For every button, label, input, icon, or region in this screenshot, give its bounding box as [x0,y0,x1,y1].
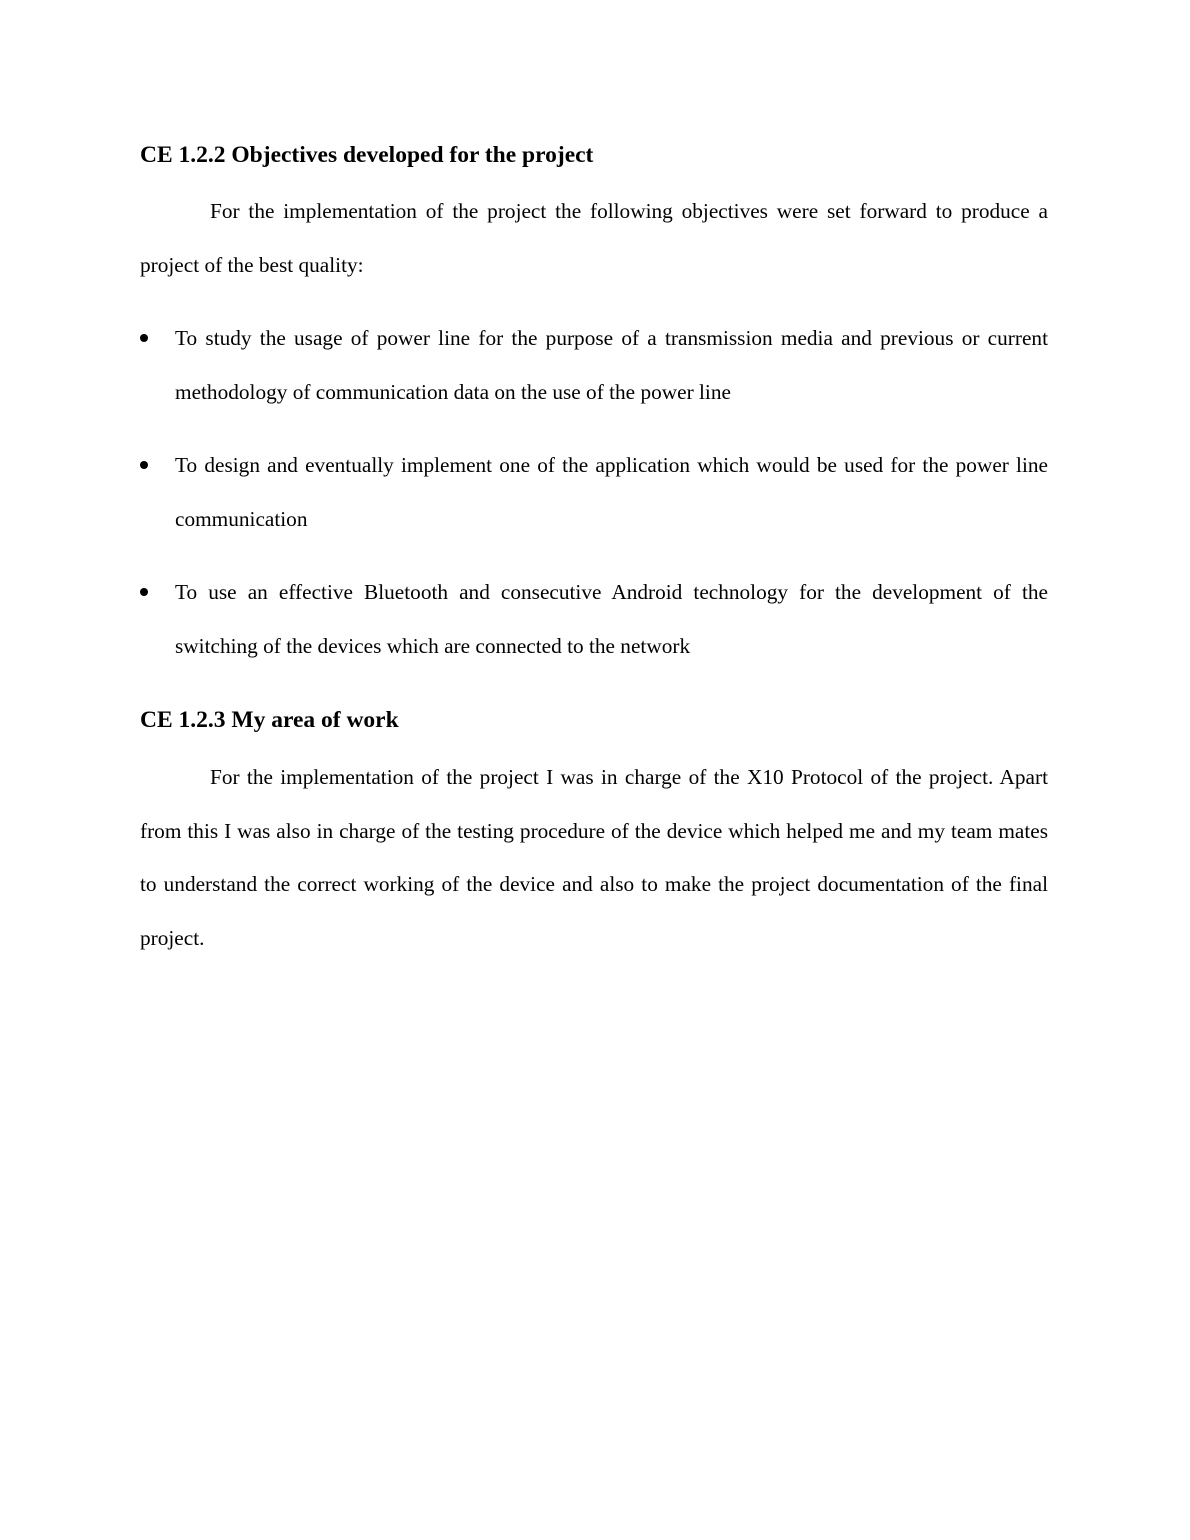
bullet-dot-icon [140,588,148,596]
bullet-dot-icon [140,334,148,342]
bullet-dot-icon [140,461,148,469]
objective-text: To design and eventually implement one of the application which would be used for the power line communication [175,453,1048,531]
section-heading-objectives: CE 1.2.2 Objectives developed for the project [140,142,594,168]
objectives-intro-paragraph: For the implementation of the project the following objectives were set forward to produce a project of the best quality: [140,199,1048,277]
area-of-work-paragraph: For the implementation of the project I was in charge of the X10 Protocol of the project. Apart from this I was also in charge of the testing procedure of the device which helped me and my team mates to understand the correct working of the device and also to make the project documentation of the final project. [140,765,1048,951]
section-heading-area-of-work: CE 1.2.3 My area of work [140,707,399,733]
objective-text: To study the usage of power line for the purpose of a transmission media and previous or current methodology of communication data on the use of the power line [175,326,1048,404]
objective-text: To use an effective Bluetooth and consecutive Android technology for the development of the switching of the devices which are connected to the network [175,580,1048,658]
